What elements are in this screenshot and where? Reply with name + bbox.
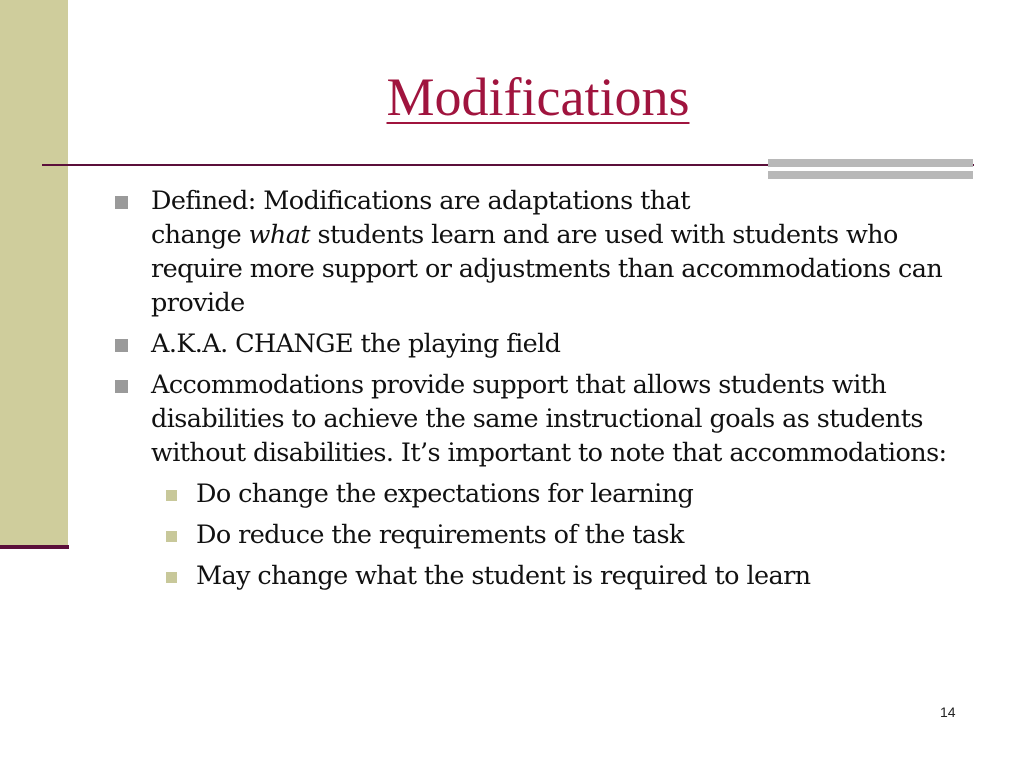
sub-bullet-item: [110, 518, 990, 552]
sub-bullet-item: [110, 477, 990, 511]
bullet-text-aka: A.K.A. CHANGE the playing field: [151, 329, 561, 359]
page-number: 14: [940, 704, 956, 720]
sub-bullet-text: May change what the student is required to learn: [196, 561, 811, 591]
bullet-text-defined-end: students learn and are used with students who require more support or adjustments than accommodations can provide: [151, 220, 943, 318]
bullet-item-accommodations: [110, 368, 990, 470]
slide-body: [110, 184, 990, 600]
bullet-text-defined-line2: change: [151, 220, 249, 250]
sub-bullet-text: Do reduce the requirements of the task: [196, 520, 684, 550]
square-sub-bullet-icon: [166, 490, 177, 501]
bullet-item-aka: [110, 327, 990, 361]
bullet-text-defined-start: Defined: Modifications are adaptations that: [151, 186, 690, 216]
bullet-text-accommodations: Accommodations provide support that allows students with disabilities to achieve the same instructional goals as students without disabilities. It’s important to note that accommodations:: [151, 370, 947, 468]
bullet-text-emphasis: what: [248, 220, 310, 250]
sub-bullet-item: [110, 559, 990, 593]
square-bullet-icon: [115, 196, 128, 209]
slide-title-text: Modifications: [386, 67, 690, 127]
sidebar-rule: [0, 545, 69, 549]
square-bullet-icon: [115, 339, 128, 352]
bullet-item-defined: [110, 184, 990, 320]
square-sub-bullet-icon: [166, 531, 177, 542]
slide-title: [0, 64, 1024, 130]
accent-bar: [768, 159, 973, 179]
sub-bullet-text: Do change the expectations for learning: [196, 479, 694, 509]
square-sub-bullet-icon: [166, 572, 177, 583]
square-bullet-icon: [115, 380, 128, 393]
